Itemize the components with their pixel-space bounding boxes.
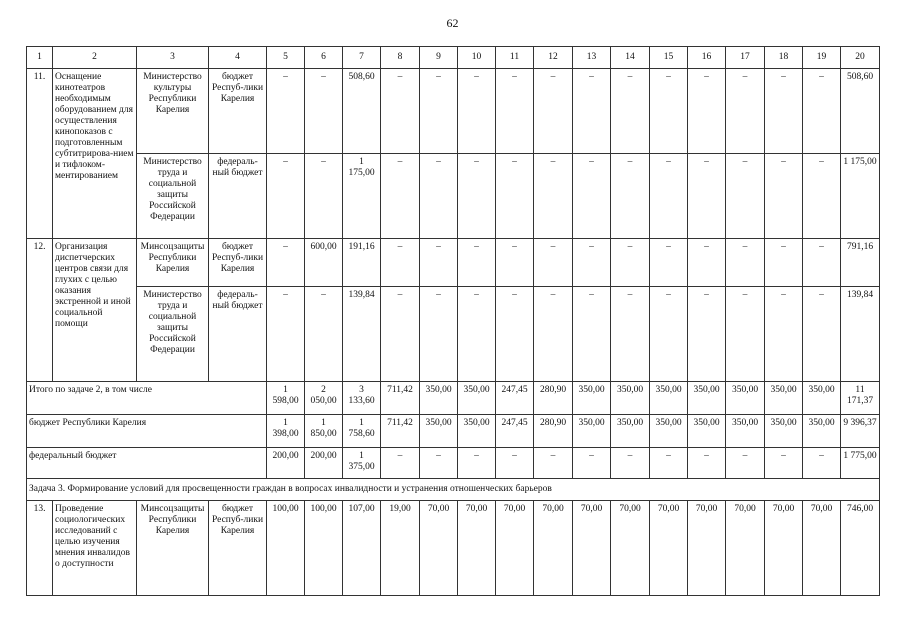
column-header: 7 [343,47,381,69]
value-cell: – [726,448,765,479]
value-cell: – [381,287,420,382]
value-cell: 508,60 [841,69,880,154]
value-cell: 1 375,00 [343,448,381,479]
column-header: 9 [420,47,458,69]
value-cell: 350,00 [573,382,611,415]
total-label: Итого по задаче 2, в том числе [27,382,267,415]
value-cell: – [726,287,765,382]
value-cell: – [534,154,573,239]
value-cell: – [688,448,726,479]
column-header: 6 [305,47,343,69]
value-cell: – [458,239,496,287]
value-cell: 508,60 [343,69,381,154]
value-cell: – [267,239,305,287]
value-cell: 70,00 [458,501,496,596]
value-cell: 350,00 [688,382,726,415]
value-cell: 2 050,00 [305,382,343,415]
value-cell: – [420,154,458,239]
value-cell: – [650,448,688,479]
value-cell: 200,00 [267,448,305,479]
value-cell: 70,00 [534,501,573,596]
value-cell: – [305,69,343,154]
value-cell: 247,45 [496,415,534,448]
value-cell: 350,00 [803,382,841,415]
column-header: 12 [534,47,573,69]
value-cell: – [381,239,420,287]
value-cell: – [458,448,496,479]
value-cell: – [267,69,305,154]
value-cell: – [534,287,573,382]
row-number: 12. [27,239,53,382]
value-cell: 1 398,00 [267,415,305,448]
table-row [27,69,880,154]
value-cell: 350,00 [420,415,458,448]
value-cell: 1 175,00 [841,154,880,239]
column-header: 17 [726,47,765,69]
value-cell: – [611,448,650,479]
value-cell: 600,00 [305,239,343,287]
value-cell: – [573,69,611,154]
value-cell: 70,00 [803,501,841,596]
table-row [27,154,880,239]
value-cell: – [420,448,458,479]
value-cell: 107,00 [343,501,381,596]
value-cell: – [267,287,305,382]
value-cell: – [573,154,611,239]
value-cell: 70,00 [688,501,726,596]
value-cell: – [267,154,305,239]
page-number: 62 [446,16,459,30]
funding-source-cell: федераль-ный бюджет [209,154,267,239]
value-cell: 350,00 [458,415,496,448]
row-number: 13. [27,501,53,596]
value-cell: – [534,69,573,154]
value-cell: 791,16 [841,239,880,287]
value-cell: 9 396,37 [841,415,880,448]
value-cell: – [803,448,841,479]
value-cell: – [305,154,343,239]
total-row [27,382,880,415]
task-row [27,479,880,501]
value-cell: – [458,69,496,154]
value-cell: 350,00 [803,415,841,448]
value-cell: 70,00 [496,501,534,596]
value-cell: 350,00 [765,415,803,448]
value-cell: 1 175,00 [343,154,381,239]
value-cell: – [765,154,803,239]
value-cell: 70,00 [611,501,650,596]
column-header: 10 [458,47,496,69]
value-cell: – [803,239,841,287]
task-heading: Задача 3. Формирование условий для просвещенности граждан в вопросах инвалидности и устранения отношенческих барьеров [27,479,880,501]
executor-cell: Минсоцзащиты Республики Карелия [137,501,209,596]
value-cell: – [496,154,534,239]
value-cell: 350,00 [650,415,688,448]
value-cell: 711,42 [381,415,420,448]
executor-cell: Министерство культуры Республики Карелия [137,69,209,154]
value-cell: 350,00 [611,415,650,448]
column-header: 14 [611,47,650,69]
value-cell: 3 133,60 [343,382,381,415]
value-cell: – [650,239,688,287]
total-label: бюджет Республики Карелия [27,415,267,448]
value-cell: – [611,239,650,287]
value-cell: – [688,154,726,239]
value-cell: 280,90 [534,382,573,415]
value-cell: 191,16 [343,239,381,287]
value-cell: – [765,239,803,287]
value-cell: – [611,69,650,154]
value-cell: 200,00 [305,448,343,479]
value-cell: 746,00 [841,501,880,596]
value-cell: – [765,69,803,154]
total-label: федеральный бюджет [27,448,267,479]
value-cell: 350,00 [726,415,765,448]
value-cell: 139,84 [343,287,381,382]
value-cell: – [765,287,803,382]
value-cell: – [534,448,573,479]
funding-source-cell: бюджет Респуб-лики Карелия [209,69,267,154]
column-header: 16 [688,47,726,69]
value-cell: 19,00 [381,501,420,596]
value-cell: – [420,69,458,154]
value-cell: – [305,287,343,382]
value-cell: – [726,154,765,239]
column-header: 2 [53,47,137,69]
value-cell: 1 598,00 [267,382,305,415]
funding-source-cell: федераль-ный бюджет [209,287,267,382]
funding-source-cell: бюджет Респуб-лики Карелия [209,501,267,596]
value-cell: 70,00 [420,501,458,596]
value-cell: 70,00 [650,501,688,596]
value-cell: 70,00 [726,501,765,596]
value-cell: – [381,154,420,239]
value-cell: 1 850,00 [305,415,343,448]
value-cell: – [765,448,803,479]
value-cell: 139,84 [841,287,880,382]
column-header: 1 [27,47,53,69]
column-header: 13 [573,47,611,69]
value-cell: – [650,154,688,239]
value-cell: 11 171,37 [841,382,880,415]
value-cell: – [573,239,611,287]
column-header: 15 [650,47,688,69]
total-row [27,448,880,479]
column-header: 4 [209,47,267,69]
value-cell: 350,00 [688,415,726,448]
value-cell: – [496,448,534,479]
column-header: 3 [137,47,209,69]
value-cell: – [496,239,534,287]
value-cell: – [650,287,688,382]
column-header: 8 [381,47,420,69]
value-cell: – [496,69,534,154]
header-row [27,47,880,69]
value-cell: – [803,287,841,382]
budget-table [26,46,880,596]
value-cell: 70,00 [765,501,803,596]
value-cell: 350,00 [765,382,803,415]
value-cell: – [688,69,726,154]
activity-cell: Оснащение кинотеатров необходимым оборудованием для осуществления кинопоказов с подготовленным субтитрирова-нием и тифлоком-ментированием [53,69,137,239]
value-cell: 1 775,00 [841,448,880,479]
table-row [27,239,880,287]
value-cell: – [611,287,650,382]
value-cell: – [381,448,420,479]
value-cell: 280,90 [534,415,573,448]
executor-cell: Минсоцзащиты Республики Карелия [137,239,209,287]
value-cell: 70,00 [573,501,611,596]
value-cell: – [688,239,726,287]
value-cell: – [573,287,611,382]
value-cell: – [726,239,765,287]
value-cell: – [611,154,650,239]
value-cell: – [420,287,458,382]
value-cell: – [688,287,726,382]
executor-cell: Министерство труда и социальной защиты Российской Федерации [137,154,209,239]
column-header: 20 [841,47,880,69]
value-cell: 100,00 [267,501,305,596]
value-cell: – [650,69,688,154]
value-cell: – [803,69,841,154]
value-cell: – [726,69,765,154]
value-cell: 247,45 [496,382,534,415]
funding-source-cell: бюджет Респуб-лики Карелия [209,239,267,287]
value-cell: – [458,287,496,382]
activity-cell: Организация диспетчерских центров связи для глухих с целью оказания экстренной и иной социальной помощи [53,239,137,382]
value-cell: – [496,287,534,382]
column-header: 11 [496,47,534,69]
table-row [27,287,880,382]
value-cell: 350,00 [458,382,496,415]
value-cell: 711,42 [381,382,420,415]
value-cell: 1 758,60 [343,415,381,448]
column-header: 5 [267,47,305,69]
value-cell: 100,00 [305,501,343,596]
column-header: 19 [803,47,841,69]
row-number: 11. [27,69,53,239]
value-cell: 350,00 [726,382,765,415]
table-row [27,501,880,596]
value-cell: 350,00 [573,415,611,448]
executor-cell: Министерство труда и социальной защиты Российской Федерации [137,287,209,382]
value-cell: – [534,239,573,287]
total-row [27,415,880,448]
value-cell: 350,00 [650,382,688,415]
value-cell: – [420,239,458,287]
value-cell: 350,00 [611,382,650,415]
value-cell: – [573,448,611,479]
value-cell: 350,00 [420,382,458,415]
activity-cell: Проведение социологических исследований с целью изучения мнения инвалидов о доступности [53,501,137,596]
value-cell: – [458,154,496,239]
value-cell: – [381,69,420,154]
column-header: 18 [765,47,803,69]
value-cell: – [803,154,841,239]
